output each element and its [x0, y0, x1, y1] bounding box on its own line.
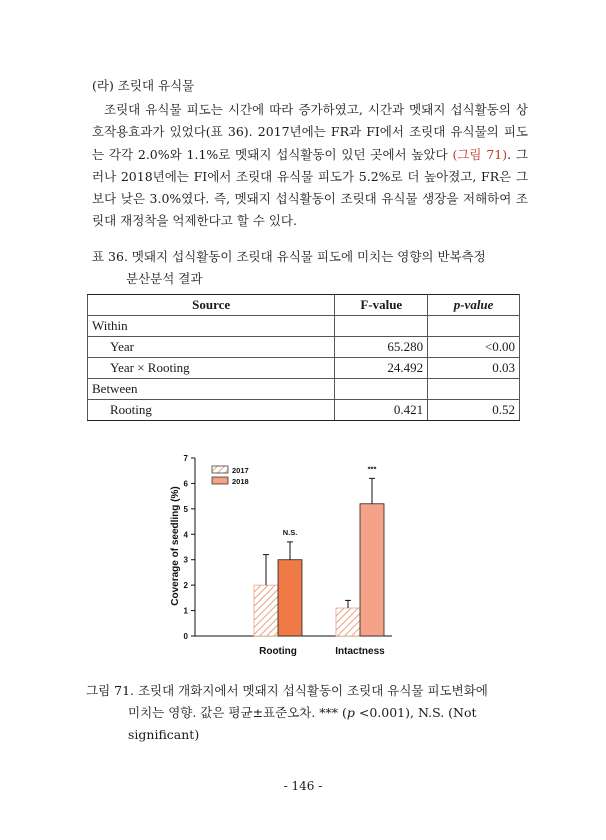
row-p [428, 379, 520, 400]
y-tick-label: 3 [183, 555, 188, 565]
row-source: Between [88, 379, 335, 400]
row-f: 24.492 [335, 358, 428, 379]
legend-swatch-2018 [212, 477, 228, 484]
bar-2018-rooting [278, 560, 302, 636]
row-source: Year [88, 337, 335, 358]
row-p: 0.03 [428, 358, 520, 379]
y-tick-label: 6 [183, 479, 188, 489]
y-tick-label: 2 [183, 581, 188, 591]
table-row [88, 337, 520, 358]
y-tick-label: 5 [183, 504, 188, 514]
paragraph-text-1: 조릿대 유식물 피도는 시간에 따라 증가하였고, 시간과 멧돼지 섭식활동의 상호작용효과가 있었다(표 36). 2017년에는 FR과 FI에서 조릿대 유식물의 피도는 각각 2.0%와 1.1%로 멧돼지 섭식활동이 있던 곳에서 높았다 [92, 102, 528, 162]
body-paragraph [92, 99, 528, 233]
y-axis-label: Coverage of seedling (%) [170, 486, 181, 606]
row-f [335, 379, 428, 400]
bar-2017-rooting [254, 585, 278, 636]
table-header-row [88, 295, 520, 316]
table-caption-line2: 분산분석 결과 [126, 271, 203, 286]
table-row [88, 358, 520, 379]
paragraph-text-2: . 그러나 2018년에는 FI에서 조릿대 유식물 피도가 5.2%로 더 높아졌고, FR은 그보다 낮은 3.0%였다. 즉, 멧돼지 섭식활동이 조릿대 유식물 생장을 저해하여 조릿대 재정착을 억제한다고 할 수 있다. [92, 146, 528, 229]
row-f: 0.421 [335, 400, 428, 421]
legend-label: 2018 [232, 477, 249, 486]
section-heading: (라) 조릿대 유식물 [92, 78, 195, 93]
row-source: Rooting [88, 400, 335, 421]
y-tick-label: 7 [183, 454, 188, 463]
legend-swatch-2017 [212, 466, 228, 473]
row-source: Year × Rooting [88, 358, 335, 379]
header-p-value: p-value [428, 295, 520, 316]
row-p: <0.00 [428, 337, 520, 358]
page-number: - 146 - [283, 779, 323, 793]
table-row [88, 316, 520, 337]
figure-caption-line2: 미치는 영향. 값은 평균±표준오차. *** (p <0.001), N.S. (Not significant) [128, 705, 477, 742]
coverage-bar-chart [150, 448, 410, 666]
anova-table [87, 294, 520, 421]
y-tick-label: 4 [183, 530, 188, 540]
significance-label: N.S. [282, 527, 298, 537]
row-source: Within [88, 316, 335, 337]
header-f-value: F-value [335, 295, 428, 316]
row-f [335, 316, 428, 337]
x-tick-label: Rooting [259, 646, 297, 657]
figure-caption [86, 680, 536, 746]
row-p: 0.52 [428, 400, 520, 421]
x-tick-label: Intactness [335, 646, 385, 657]
figure-caption-line1: 그림 71. 조릿대 개화지에서 멧돼지 섭식활동이 조릿대 유식물 피도변화에 [86, 683, 488, 698]
row-f: 65.280 [335, 337, 428, 358]
y-tick-label: 1 [183, 606, 188, 616]
bar-2017-intactness [336, 608, 360, 636]
bar-2018-intactness [360, 504, 384, 636]
legend-label: 2017 [232, 466, 249, 475]
figure-reference: (그림 71) [452, 146, 508, 162]
table-caption-line1: 표 36. 멧돼지 섭식활동이 조릿대 유식물 피도에 미치는 영향의 반복측정 [92, 249, 486, 264]
table-row [88, 400, 520, 421]
row-p [428, 316, 520, 337]
table-row [88, 379, 520, 400]
table-caption [92, 246, 522, 290]
y-tick-label: 0 [183, 632, 188, 641]
significance-label: *** [367, 464, 377, 474]
header-source: Source [88, 295, 335, 316]
